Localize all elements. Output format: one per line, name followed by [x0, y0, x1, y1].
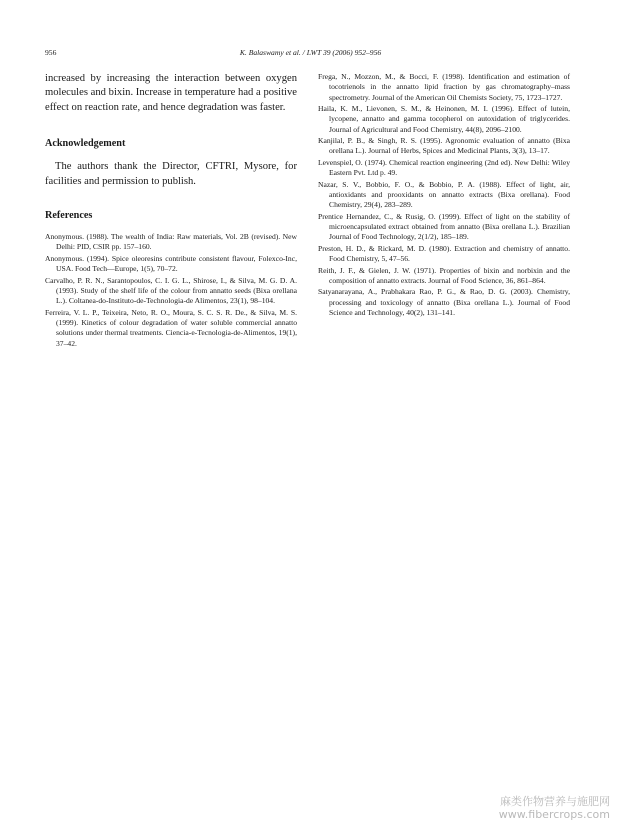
reference-item: Levenspiel, O. (1974). Chemical reaction engineering (2nd ed). New Delhi: Wiley Eastern Pvt. Ltd p. 49.	[318, 157, 570, 178]
reference-item: Reith, J. F., & Gielen, J. W. (1971). Properties of bixin and norbixin and the composition of annatto extracts. Journal of Food Science, 36, 861–864.	[318, 265, 570, 285]
reference-item: Anonymous. (1988). The wealth of India: Raw materials, Vol. 2B (revised). New Delhi: PID, CSIR pp. 157–160.	[45, 232, 297, 252]
reference-item: Nazar, S. V., Bobbio, F. O., & Bobbio, P. A. (1988). Effect of light, air, antioxidants and prooxidants on annatto extracts (Bixa orellana). Food Chemistry, 29(4), 283–289.	[318, 179, 570, 210]
page-number: 956	[45, 48, 57, 57]
right-column	[318, 72, 570, 320]
reference-item: Satyanarayana, A., Prabhakara Rao, P. G., & Rao, D. G. (2003). Chemistry, processing and toxicology of annatto (Bixa orellana L.). Journal of Food Science and Technology, 40(2), 131–141.	[318, 287, 570, 318]
reference-item: Carvalho, P. R. N., Sarantopoulos, C. I. G. L., Shirose, I., & Silva, M. G. D. A. (1993). Study of the shelf life of the colour from annatto seeds (Bixa orellana L.). Coltanea-do-Instituto-de-Technologia-de Alimentos, 23(1), 98–104.	[45, 275, 297, 306]
reference-item: Ferreira, V. L. P., Teixeira, Neto, R. O., Moura, S. C. S. R. De., & Silva, M. S. (1999). Kinetics of colour degradation of water soluble commercial annatto solutions under thermal treatments. Ciencia-e-Tecnologia-de-Alimentos, 19(1), 37–42.	[45, 307, 297, 348]
reference-item: Kanjilal, P. B., & Singh, R. S. (1995). Agronomic evaluation of annatto (Bixa orellana L.). Journal of Herbs, Spices and Medicinal Plants, 3(3), 13–17.	[318, 136, 570, 156]
page-header	[45, 46, 576, 60]
reference-item: Prentice Hernandez, C., & Rusig, O. (1999). Effect of light on the stability of microencapsulated extract obtained from annatto (Bixa orellana L.). Brazilian Journal of Food Technology, 2(1/2), 185–189.	[318, 211, 570, 242]
left-column	[45, 72, 297, 350]
site-watermark	[499, 795, 610, 821]
watermark-url: www.fibercrops.com	[498, 808, 610, 821]
watermark-title: 麻类作物营养与施肥网	[500, 795, 610, 808]
reference-item: Frega, N., Mozzon, M., & Bocci, F. (1998). Identification and estimation of tocotrienols in the annatto lipid fraction by gas chromatography–mass spectrometry. Journal of the American Oil Chemists Society, 75, 1723–1727.	[318, 72, 570, 102]
reference-list-right	[318, 72, 570, 318]
references-heading: References	[45, 210, 93, 222]
acknowledgement-heading: Acknowledgement	[45, 138, 126, 150]
reference-item: Anonymous. (1994). Spice oleoresins contribute consistent flavour, Folexco-Inc, USA. Food Tech—Europe, 1(5), 70–72.	[45, 253, 297, 274]
running-head: K. Balaswamy et al. / LWT 39 (2006) 952–956	[239, 48, 382, 57]
acknowledgement-text: The authors thank the Director, CFTRI, Mysore, for facilities and permission to publish.	[45, 161, 297, 187]
reference-list-left	[45, 232, 297, 349]
reference-item: Preston, H. D., & Rickard, M. D. (1980). Extraction and chemistry of annatto. Food Chemistry, 5, 47–56.	[318, 243, 570, 264]
reference-item: Haila, K. M., Lievonen, S. M., & Heinonen, M. I. (1996). Effect of lutein, lycopene, annatto and gamma tocopherol on autoxidation of triglycerides. Journal of Agricultural and Food Chemistry, 44(8), 2096–2100.	[318, 104, 570, 134]
continued-paragraph: increased by increasing the interaction between oxygen molecules and bixin. Increase in temperature had a positive effect on reaction rate, and hence degradation was faster.	[45, 73, 297, 113]
